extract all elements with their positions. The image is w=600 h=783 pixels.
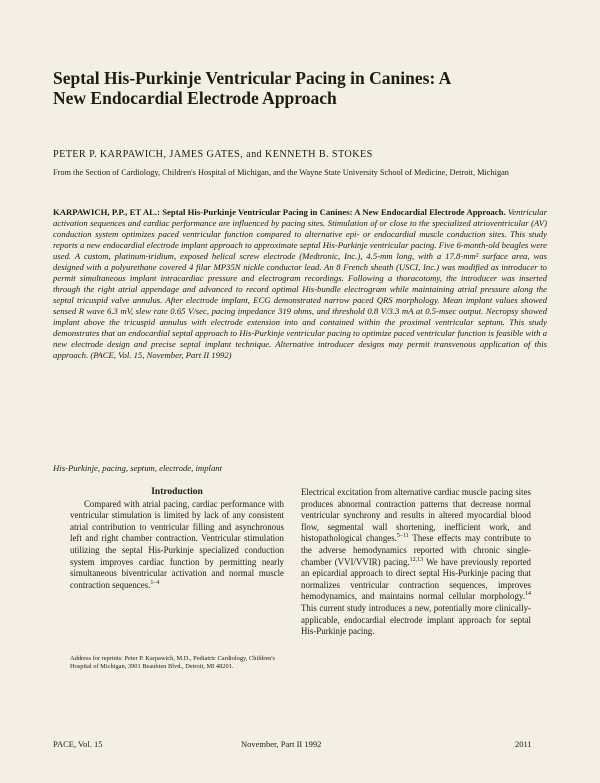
abstract-body: Ventricular activation sequences and cardiac performance are influenced by pacing sites. Stimulation of or close to the specialized atrioventricular (AV) conduction system optimizes paced ventricular function compared to alternative epi- or endocardial muscle conduction sites. This study reports a new endocardial electrode implant approach to approximate septal His-Purkinje ventricular pacing. Five 6-month-old beagles were used. A custom, platinum-iridium, exposed helical screw electrode (Medtronic, Inc.), 4.5-mm long, with a 17.8-mm² surface area, was designed with a polyurethane covered 4 filar MP35N nickle conductor lead. An 8 French sheath (USCI, Inc.) was modified as introducer to permit simultaneous implant intracardiac pressure and electrogram recordings. Following a thoracotomy, the introducer was inserted through the right atrial appendage and advanced to record optimal His-bundle electrogram while maintaining atrial pressure along the septal tricuspid valve annulus. After electrode implant, ECG demonstrated narrow paced QRS morphology. Mean implant values showed sensed R wave 6.3 mV, slew rate 0.65 V/sec, pacing impedance 319 ohms, and threshold 0.8 V/3.3 mA at 0.5-msec output. Necropsy showed implant above the tricuspid annulus with electrode extension into and contained within the proximal ventricular septum. This study demonstrates that an endocardial septal approach to His-Purkinje ventricular pacing to optimize paced ventricular function is feasible with a new electrode design and precise septal implant technique. Alternative introducer designs may permit transvenous application of this approach. (PACE, Vol. 15, November, Part II 1992) [53,207,548,360]
abstract-lead: KARPAWICH, P.P., ET AL.: Septal His-Purkinje Ventricular Pacing in Canines: A New Endocardial Electrode Approach. [53,207,506,217]
right-column [301,487,531,638]
intro-paragraph-1: Compared with atrial pacing, cardiac performance with ventricular stimulation is limited by lack of any consistent atrial contribution to ventricular filling and asynchronous left and right chamber contraction. Ventricular stimulation utilizing the septal His-Purkinje specialized conduction system improves cardiac function by permitting nearly simultaneous biventricular activation and normal muscle contraction sequences.$^{1-4}$ [70,498,284,590]
section-heading: Introduction [151,487,203,497]
author-list: PETER P. KARPAWICH, JAMES GATES, and KENNETH B. STOKES [53,149,373,160]
article-title: Septal His-Purkinje Ventricular Pacing in Canines: A New Endocardial Electrode Approach [53,68,451,108]
citation-ref: 1–4 [150,579,160,586]
intro-paragraph-2: Electrical excitation from alternative cardiac muscle pacing sites produces abnormal contraction patterns that decrease normal ventricular synchrony and results in altered myocardial blood flow, segmental wall shortening, inefficient work, and histopathological changes.$^{5-11}$ These effects may contribute to the adverse hemodynamics reported with chronic single-chamber (VVI/VVIR) pacing.$^{12,13}$ We have previously reported an epicardial approach to direct septal His-Purkinje pacing that normalizes ventricular contraction sequences, improves hemodynamics, and maintains normal cellular morphology.$^{14}$ This current study introduces a new, potentially more clinically-applicable, endocardial electrode implant approach for septal His-Purkinje pacing. [301,487,531,637]
page-number: 2011 [515,739,532,749]
citation-ref: 14 [525,591,531,598]
citation-ref: 5–11 [396,533,409,540]
abstract [53,207,547,361]
journal-footer: PACE, Vol. 15 [53,739,103,749]
reprint-footnote: Address for reprints: Peter P. Karpawich, M.D., Pediatric Cardiology, Children's Hospital of Michigan, 3901 Beaubien Blvd., Detroit, MI 48201. [70,655,276,671]
issue-footer: November, Part II 1992 [241,739,322,749]
citation-ref: 12,13 [409,556,424,563]
keywords: His-Purkinje, pacing, septum, electrode, implant [53,463,223,473]
left-column [70,487,284,591]
affiliation: From the Section of Cardiology, Children's Hospital of Michigan, and the Wayne State University School of Medicine, Detroit, Michigan [53,168,509,177]
